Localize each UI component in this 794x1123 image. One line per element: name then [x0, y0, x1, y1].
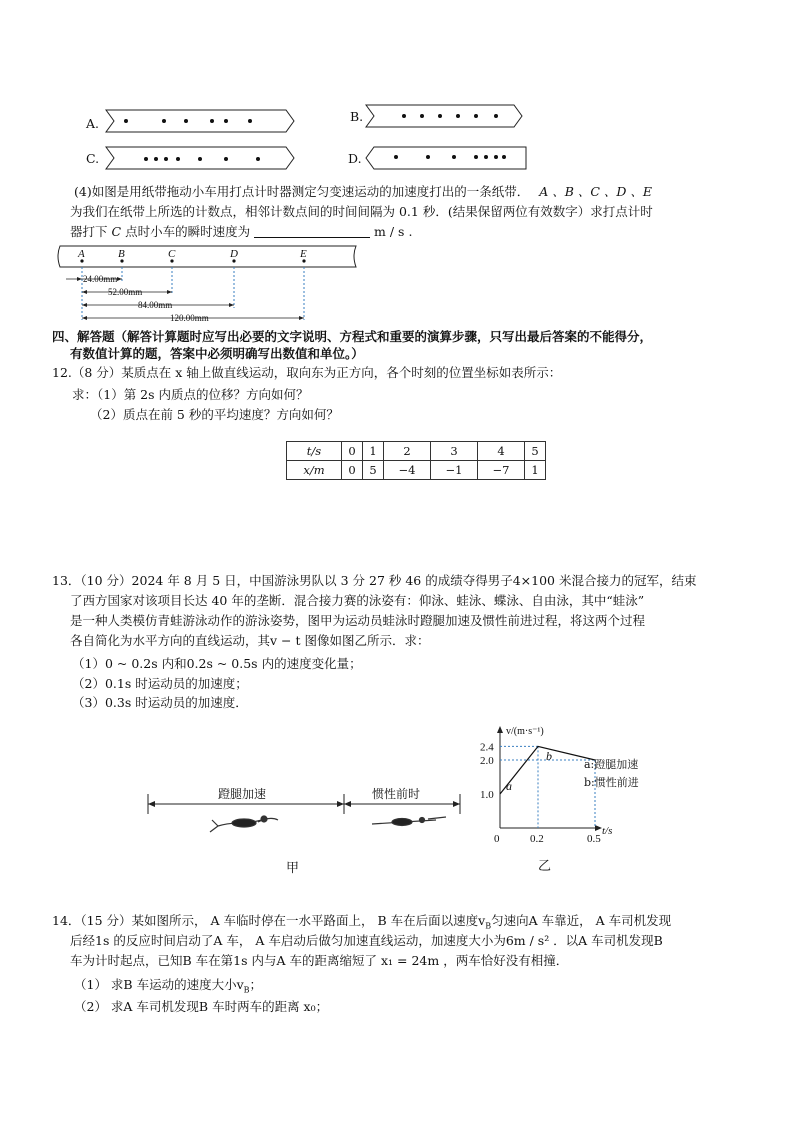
vt-chart	[478, 718, 658, 878]
table-cell: 3	[431, 442, 478, 461]
q12-stem: 12.（8 分）某质点在 x 轴上做直线运动，取向东为正方向，各个时刻的位置坐标如表所示：	[52, 365, 562, 380]
point-c-label: C	[168, 248, 176, 260]
q13-sub2: （2）0.1s 时运动员的加速度；	[72, 676, 248, 691]
table-row	[287, 461, 546, 480]
tape-b	[364, 102, 526, 130]
section-4-heading: 四、解答题（解答计算题时应写出必要的文字说明、方程式和重要的演算步骤，只写出最后答案的不能得分，	[52, 329, 653, 344]
table-cell: 2	[384, 442, 431, 461]
point-b-label: B	[118, 248, 125, 260]
q4-line3a: 器打下	[70, 224, 108, 239]
tape-a	[104, 107, 296, 135]
answer-blank[interactable]	[254, 224, 370, 238]
table-cell: −4	[384, 461, 431, 480]
legend-b: b:惯性前进	[584, 776, 639, 789]
swimmer-kick-icon	[210, 816, 278, 832]
table-cell: −1	[431, 461, 478, 480]
y-axis-label: v/(m·s⁻¹)	[506, 726, 544, 737]
dim-ad: 84.00mm	[138, 300, 173, 310]
table-cell: x/m	[287, 461, 342, 480]
point-a-label: A	[78, 248, 85, 260]
table-cell: 4	[478, 442, 525, 461]
swimmer-glide-icon	[372, 817, 446, 826]
q4-line3c: 点时小车的瞬时速度为	[125, 224, 251, 239]
table-cell: 1	[363, 442, 384, 461]
option-c-label: C.	[86, 151, 100, 166]
tape-d	[364, 144, 530, 172]
jia-label-kick: 蹬腿加速	[218, 787, 267, 801]
tape-c	[104, 144, 296, 172]
dim-ae: 120.00mm	[170, 313, 209, 323]
q14-sub1-end: ；	[249, 977, 263, 992]
position-table	[286, 441, 546, 480]
y-tick-label: 1.0	[480, 789, 494, 801]
q14-line2: 后经1s 的反应时间启动了A 车， A 车启动后做匀加速直线运动，加速度大小为6m / s² ．以A 车司机发现B	[70, 933, 663, 948]
point-d-label: D	[230, 248, 238, 260]
q14-line1b: 匀速向A 车靠近， A 车司机发现	[491, 913, 672, 928]
q12-sub2: （2）质点在前 5 秒的平均速度？方向如何？	[90, 407, 339, 422]
q14-sub1-sub: B	[243, 985, 250, 995]
table-cell: 1	[525, 461, 546, 480]
y-tick-label: 2.4	[480, 741, 494, 754]
q4-unit: m / s .	[374, 224, 413, 239]
caption-yi: 乙	[538, 859, 552, 874]
option-d-label: D.	[348, 151, 362, 166]
segment-b-label: b	[546, 749, 552, 763]
q13-line3: 是一种人类模仿青蛙游泳动作的游泳姿势，图甲为运动员蛙泳时蹬腿加速及惯性前进过程，将这两个过程	[70, 613, 646, 628]
table-cell: −7	[478, 461, 525, 480]
q14-sub1: （1） 求B 车运动的速度大小v	[74, 977, 244, 992]
figure-jia	[140, 780, 470, 880]
table-cell: 5	[525, 442, 546, 461]
table-cell: 0	[342, 442, 363, 461]
point-e-label: E	[300, 248, 307, 260]
q4-line1: (4)如图是用纸带拖动小车用打点计时器测定匀变速运动的加速度打出的一条纸带．	[74, 184, 530, 199]
q13-line2: 了西方国家对该项目长达 40 年的垄断．混合接力赛的泳姿有：仰泳、蛙泳、蝶泳、自由泳，其中“蛙泳”	[70, 593, 645, 608]
q4-points: A 、B 、C 、D 、E	[539, 184, 653, 199]
q13-line1: 13．（10 分）2024 年 8 月 5 日，中国游泳男队以 3 分 27 秒 46 的成绩夺得男子4×100 米混合接力的冠军，结束	[52, 573, 697, 588]
table-cell: 5	[363, 461, 384, 480]
dim-ac: 52.00mm	[108, 287, 143, 297]
x-axis-label: t/s	[602, 825, 613, 837]
segment-a-label: a	[506, 779, 512, 793]
jia-label-glide: 惯性前时	[372, 787, 421, 801]
caption-jia: 甲	[286, 861, 300, 876]
table-row	[287, 442, 546, 461]
q4-line2: 为我们在纸带上所选的计数点，相邻计数点间的时间间隔为 0.1 秒．(结果保留两位有效数字）求打点计时	[70, 204, 653, 219]
y-tick-label: 2.0	[480, 755, 494, 767]
q13-sub1: （1）0 ~ 0.2s 内和0.2s ~ 0.5s 内的速度变化量；	[72, 656, 362, 671]
x-tick-label: 0.2	[530, 833, 544, 845]
table-cell: 0	[342, 461, 363, 480]
q12-sub1: 求：（1）第 2s 内质点的位移？方向如何？	[72, 387, 309, 402]
q14-line1-sub: B	[485, 921, 492, 931]
tape-main	[52, 242, 364, 324]
q14-line1: 14．（15 分）某如图所示， A 车临时停在一水平路面上， B 车在后面以速度v	[52, 913, 486, 928]
table-cell: t/s	[287, 442, 342, 461]
origin-label: 0	[494, 833, 500, 845]
section-4-heading-2: 有数值计算的题，答案中必须明确写出数值和单位。）	[70, 346, 364, 361]
q13-sub3: （3）0.3s 时运动员的加速度．	[72, 695, 248, 710]
dim-ab: 24.00mm	[83, 274, 118, 284]
option-a-label: A.	[86, 116, 100, 131]
q13-line4: 各自简化为水平方向的直线运动，其v − t 图像如图乙所示．求：	[70, 633, 430, 648]
q4-point-c: C	[111, 224, 122, 239]
x-tick-label: 0.5	[587, 833, 601, 845]
q14-sub2: （2） 求A 车司机发现B 车时两车的距离 x₀；	[74, 999, 329, 1014]
option-b-label: B.	[350, 109, 364, 124]
q14-line3: 车为计时起点，已知B 车在第1s 内与A 车的距离缩短了 x₁ = 24m ，两车恰好没有相撞．	[70, 953, 569, 968]
legend-a: a:蹬腿加速	[584, 758, 639, 771]
